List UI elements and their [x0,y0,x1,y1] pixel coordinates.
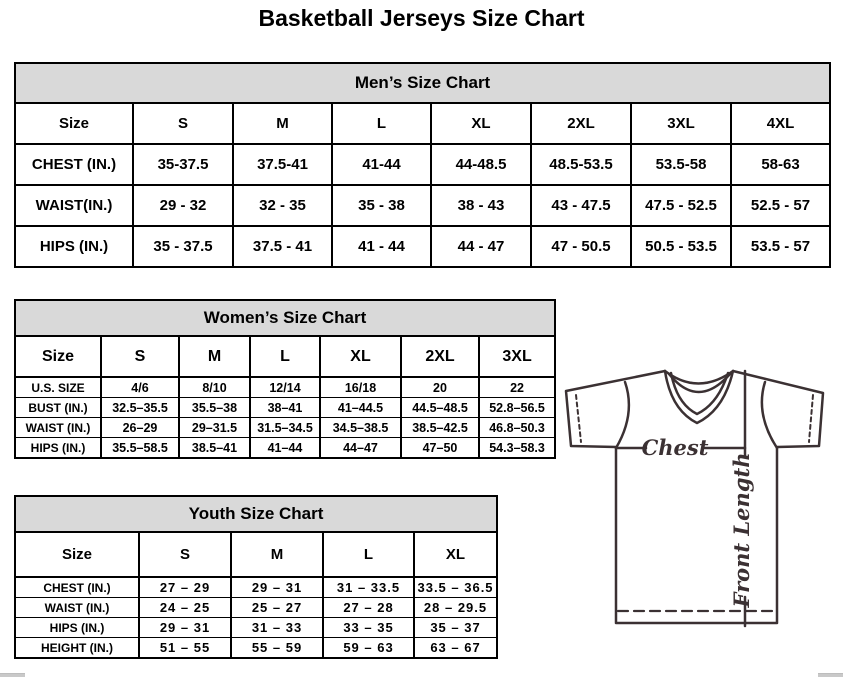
row-label: WAIST(IN.) [15,185,133,226]
row-label: BUST (IN.) [15,398,101,418]
table-row [15,185,830,226]
size-value-cell: 38–41 [250,398,320,418]
size-value-cell: 12/14 [250,377,320,398]
womens-size-chart-table [14,299,556,459]
youth-table-title: Youth Size Chart [15,496,497,532]
row-label: WAIST (IN.) [15,418,101,438]
column-header-size: Size [15,532,139,577]
size-value-cell: 37.5 - 41 [233,226,332,267]
scrollbar-fragment-right[interactable] [818,673,843,677]
youth-size-chart-table [14,495,498,659]
size-value-cell: 35-37.5 [133,144,233,185]
size-value-cell: 47–50 [401,438,479,459]
column-header-m: M [231,532,323,577]
column-header-s: S [139,532,231,577]
size-value-cell: 35.5–38 [179,398,250,418]
row-label: CHEST (IN.) [15,577,139,598]
column-header-4xl: 4XL [731,103,830,144]
column-header-xl: XL [320,336,401,377]
column-header-2xl: 2XL [531,103,631,144]
row-label: HIPS (IN.) [15,438,101,459]
size-value-cell: 35 - 37.5 [133,226,233,267]
row-label: U.S. SIZE [15,377,101,398]
size-value-cell: 26–29 [101,418,179,438]
size-value-cell: 55 – 59 [231,638,323,659]
column-header-m: M [233,103,332,144]
table-row [15,377,555,398]
size-value-cell: 41 - 44 [332,226,431,267]
size-value-cell: 38.5–42.5 [401,418,479,438]
column-header-2xl: 2XL [401,336,479,377]
column-header-s: S [101,336,179,377]
size-value-cell: 8/10 [179,377,250,398]
size-value-cell: 34.5–38.5 [320,418,401,438]
size-value-cell: 53.5-58 [631,144,731,185]
size-value-cell: 38 - 43 [431,185,531,226]
size-value-cell: 59 – 63 [323,638,414,659]
size-value-cell: 24 – 25 [139,598,231,618]
table-row [15,638,497,659]
column-header-3xl: 3XL [479,336,555,377]
size-value-cell: 35 – 37 [414,618,497,638]
column-header-xl: XL [431,103,531,144]
size-value-cell: 27 – 29 [139,577,231,598]
column-header-l: L [332,103,431,144]
column-header-3xl: 3XL [631,103,731,144]
size-value-cell: 48.5-53.5 [531,144,631,185]
size-value-cell: 51 – 55 [139,638,231,659]
table-row [15,598,497,618]
row-label: WAIST (IN.) [15,598,139,618]
size-value-cell: 33.5 – 36.5 [414,577,497,598]
size-value-cell: 54.3–58.3 [479,438,555,459]
size-value-cell: 52.5 - 57 [731,185,830,226]
row-label: HIPS (IN.) [15,226,133,267]
table-row [15,226,830,267]
size-value-cell: 22 [479,377,555,398]
size-value-cell: 58-63 [731,144,830,185]
size-value-cell: 31 – 33.5 [323,577,414,598]
size-value-cell: 53.5 - 57 [731,226,830,267]
size-value-cell: 27 – 28 [323,598,414,618]
size-value-cell: 35.5–58.5 [101,438,179,459]
size-value-cell: 37.5-41 [233,144,332,185]
size-value-cell: 46.8–50.3 [479,418,555,438]
table-row [15,144,830,185]
column-header-l: L [323,532,414,577]
size-value-cell: 47.5 - 52.5 [631,185,731,226]
jersey-right-armhole-icon [762,382,777,448]
size-value-cell: 41–44.5 [320,398,401,418]
size-value-cell: 44.5–48.5 [401,398,479,418]
size-value-cell: 41–44 [250,438,320,459]
left-cuff-dashed-line [576,395,581,442]
size-value-cell: 44-48.5 [431,144,531,185]
womens-table-title: Women’s Size Chart [15,300,555,336]
table-row [15,618,497,638]
column-header-s: S [133,103,233,144]
row-label: HIPS (IN.) [15,618,139,638]
table-row [15,577,497,598]
column-header-m: M [179,336,250,377]
size-value-cell: 33 – 35 [323,618,414,638]
size-value-cell: 38.5–41 [179,438,250,459]
size-value-cell: 32.5–35.5 [101,398,179,418]
size-value-cell: 52.8–56.5 [479,398,555,418]
jersey-left-armhole-icon [616,382,629,448]
right-cuff-dashed-line [809,395,813,442]
size-value-cell: 29–31.5 [179,418,250,438]
size-value-cell: 29 – 31 [139,618,231,638]
size-value-cell: 41-44 [332,144,431,185]
size-value-cell: 25 – 27 [231,598,323,618]
mens-size-chart-table [14,62,831,268]
table-row [15,438,555,459]
front-length-label: Front Length [729,452,754,608]
size-value-cell: 44–47 [320,438,401,459]
row-label: HEIGHT (IN.) [15,638,139,659]
column-header-size: Size [15,103,133,144]
size-value-cell: 29 - 32 [133,185,233,226]
jersey-outline-icon [566,371,823,623]
scrollbar-fragment-left[interactable] [0,673,25,677]
size-value-cell: 32 - 35 [233,185,332,226]
size-value-cell: 29 – 31 [231,577,323,598]
jersey-measurement-diagram [552,358,837,658]
size-value-cell: 31 – 33 [231,618,323,638]
size-value-cell: 20 [401,377,479,398]
column-header-l: L [250,336,320,377]
table-row [15,418,555,438]
size-value-cell: 50.5 - 53.5 [631,226,731,267]
table-row [15,398,555,418]
size-value-cell: 16/18 [320,377,401,398]
size-value-cell: 63 – 67 [414,638,497,659]
chest-label: Chest [641,435,709,460]
size-value-cell: 35 - 38 [332,185,431,226]
size-value-cell: 44 - 47 [431,226,531,267]
size-value-cell: 4/6 [101,377,179,398]
size-value-cell: 43 - 47.5 [531,185,631,226]
column-header-xl: XL [414,532,497,577]
mens-table-title: Men’s Size Chart [15,63,830,103]
page-title: Basketball Jerseys Size Chart [258,5,585,31]
size-value-cell: 28 – 29.5 [414,598,497,618]
column-header-size: Size [15,336,101,377]
row-label: CHEST (IN.) [15,144,133,185]
size-value-cell: 31.5–34.5 [250,418,320,438]
size-value-cell: 47 - 50.5 [531,226,631,267]
